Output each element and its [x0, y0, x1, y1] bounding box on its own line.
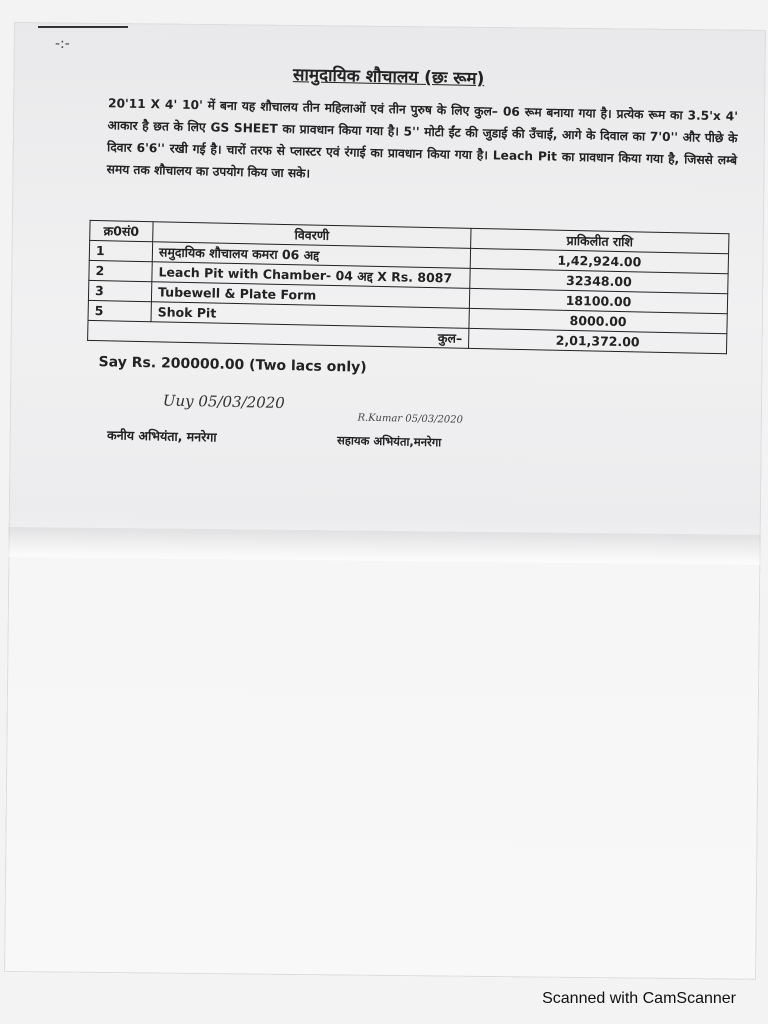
total-label: कुल– — [88, 320, 469, 348]
row-description: समुदायिक शौचालय कमरा 06 अद्द — [152, 242, 470, 269]
signature-right: R.Kumar 05/03/2020 — [357, 412, 464, 426]
row-amount: 1,42,924.00 — [470, 248, 728, 273]
header-amount: प्राकिलीत राशि — [471, 228, 729, 253]
row-serial: 3 — [88, 280, 151, 301]
header-serial: क्र0सं0 — [90, 220, 153, 241]
say-amount: Say Rs. 200000.00 (Two lacs only) — [98, 354, 367, 376]
total-value: 2,01,372.00 — [469, 328, 727, 353]
row-description: Leach Pit with Chamber- 04 अद्द X Rs. 8087 — [152, 262, 470, 289]
signature-left: Uuy 05/03/2020 — [162, 391, 286, 413]
row-amount: 18100.00 — [469, 288, 727, 313]
row-description: Shok Pit — [151, 302, 469, 329]
row-amount: 8000.00 — [469, 308, 727, 333]
document-title: सामुदायिक शौचालय (छः रूम) — [292, 65, 485, 90]
designation-left: कनीय अभियंता, मनरेगा — [106, 427, 217, 445]
row-serial: 5 — [88, 300, 151, 321]
row-serial: 1 — [89, 240, 152, 261]
camscanner-watermark: Scanned with CamScanner — [542, 990, 736, 1007]
row-description: Tubewell & Plate Form — [151, 282, 469, 309]
estimate-table — [87, 220, 729, 354]
header-description: विवरणी — [153, 222, 471, 249]
corner-mark: -:- — [55, 36, 70, 52]
designation-right: सहायक अभियंता,मनरेगा — [336, 433, 442, 450]
row-amount: 32348.00 — [470, 268, 728, 293]
document-paragraph: 20'11 X 4' 10' में बना यह शौचालय तीन महिलाओं एवं तीन पुरुष के लिए कुल– 06 रूम बनाया गया है। प्रत्येक रूम का 3.5'x 4' आकार है छत के लिए GS SHEET का प्रावधान किया गया है। 5'' मोटी ईंट की जुडाई की उँचाई, आगे के दिवाल का 7'0'' और पीछे के दिवार 6'6'' रखी गई है। चारों तरफ से प्लास्टर एवं रंगाई का प्रावधान किया गया है। Leach Pit का प्रावधान किया गया है, जिससे लम्बे समय तक शौचालय का उपयोग किय जा सके। — [106, 96, 739, 181]
row-serial: 2 — [89, 260, 152, 281]
